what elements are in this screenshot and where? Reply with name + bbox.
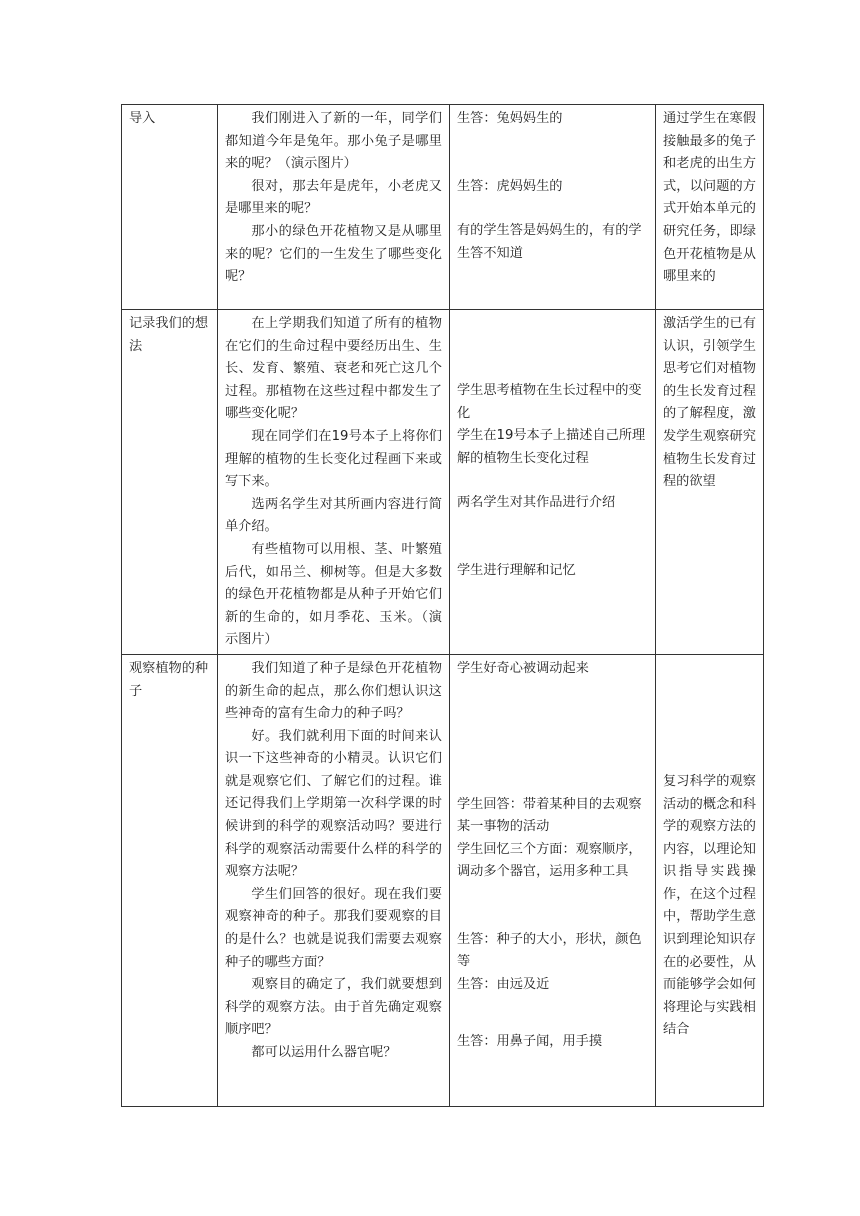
design-intent-text: 激活学生的已有认识，引领学生思考它们对植物的生长发育过程的了解程度，激发学生观察研究植物生长发育过程的欲望	[663, 316, 756, 490]
student-response: 学生思考植物在生长过程中的变化	[457, 383, 642, 421]
teacher-paragraph: 现在同学们在19号本子上将你们理解的植物的生长变化过程画下来或写下来。	[225, 428, 442, 490]
teacher-paragraph: 在上学期我们知道了所有的植物在它们的生命过程中要经历出生、生长、发育、繁殖、衰老和死亡这几个过程。那植物在这些过程中都发生了哪些变化呢？	[225, 316, 442, 422]
student-response: 学生在19号本子上描述自己所理解的植物生长变化过程	[457, 428, 646, 466]
teacher-paragraph: 那小的绿色开花植物又是从哪里来的呢？它们的一生发生了哪些变化呢？	[225, 223, 442, 285]
teacher-paragraph: 好。我们就利用下面的时间来认识一下这些神奇的小精灵。认识它们就是观察它们、了解它们的过程。谁还记得我们上学期第一次科学课的时候讲到的科学的观察活动吗？要进行科学的观察活动需要什么样的科学的观察方法呢？	[225, 728, 442, 880]
design-intent-text: 通过学生在寒假接触最多的兔子和老虎的出生方式，以问题的方式开始本单元的研究任务，即绿色开花植物是从哪里来的	[663, 111, 756, 285]
teacher-activity-cell	[218, 310, 450, 655]
stage-cell	[122, 105, 218, 310]
student-response: 生答：虎妈妈生的	[457, 178, 563, 194]
table-row-intro	[122, 105, 764, 310]
student-response: 生答：兔妈妈生的	[457, 111, 563, 126]
teacher-activity-cell	[218, 654, 450, 1106]
teacher-paragraph: 学生们回答的很好。现在我们要观察神奇的种子。那我们要观察的目的是什么？也就是说我们需要去观察种子的哪些方面？	[225, 886, 442, 970]
teacher-paragraph: 选两名学生对其所画内容进行简单介绍。	[225, 496, 442, 535]
table-row-observe-seeds	[122, 654, 764, 1106]
design-intent-cell	[656, 654, 764, 1106]
design-intent-cell	[656, 105, 764, 310]
design-intent-text: 复习科学的观察活动的概念和科学的观察方法的内容，以理论知识指导实践操作，在这个过程中，帮助学生意识到理论知识存在的必要性，从而能够学会如何将理论与实践相结合	[663, 773, 756, 1038]
student-response: 学生进行理解和记忆	[457, 562, 576, 578]
stage-cell	[122, 310, 218, 655]
student-activity-cell	[450, 654, 656, 1106]
teacher-paragraph: 我们刚进入了新的一年，同学们都知道今年是兔年。那小兔子是哪里来的呢？（演示图片）	[225, 111, 442, 172]
student-response: 学生回答：带着某种目的去观察某一事物的活动	[457, 796, 642, 835]
lesson-plan-table	[121, 104, 764, 1107]
student-response: 生答：用鼻子闻，用手摸	[457, 1033, 603, 1049]
student-response: 学生回忆三个方面：观察顺序，调动多个器官，运用多种工具	[457, 841, 642, 880]
teacher-paragraph: 有些植物可以用根、茎、叶繁殖后代，如吊兰、柳树等。但是大多数的绿色开花植物都是从种子开始它们新的生命的，如月季花、玉米。（演示图片）	[225, 541, 442, 648]
stage-label: 记录我们的想法	[129, 316, 209, 354]
stage-cell	[122, 654, 218, 1106]
student-response: 有的学生答是妈妈生的，有的学生答不知道	[457, 223, 642, 261]
student-response: 生答：种子的大小，形状，颜色等	[457, 931, 642, 970]
teacher-paragraph: 都可以运用什么器官呢？	[251, 1045, 397, 1060]
teacher-paragraph: 观察目的确定了，我们就要想到科学的观察方法。由于首先确定观察顺序吧？	[225, 977, 442, 1038]
student-response: 生答：由远及近	[457, 977, 550, 993]
teacher-activity-cell	[218, 105, 450, 310]
student-response: 学生好奇心被调动起来	[457, 660, 589, 676]
student-activity-cell	[450, 105, 656, 310]
design-intent-cell	[656, 310, 764, 655]
teacher-paragraph: 很对，那去年是虎年，小老虎又是哪里来的呢？	[225, 178, 442, 217]
stage-label: 导入	[129, 111, 156, 126]
teacher-paragraph: 我们知道了种子是绿色开花植物的新生命的起点，那么你们想认识这些神奇的富有生命力的种子吗？	[225, 660, 442, 722]
stage-label: 观察植物的种子	[129, 660, 209, 699]
student-response: 两名学生对其作品进行介绍	[457, 495, 616, 511]
student-activity-cell	[450, 310, 656, 655]
table-row-record-ideas	[122, 310, 764, 655]
